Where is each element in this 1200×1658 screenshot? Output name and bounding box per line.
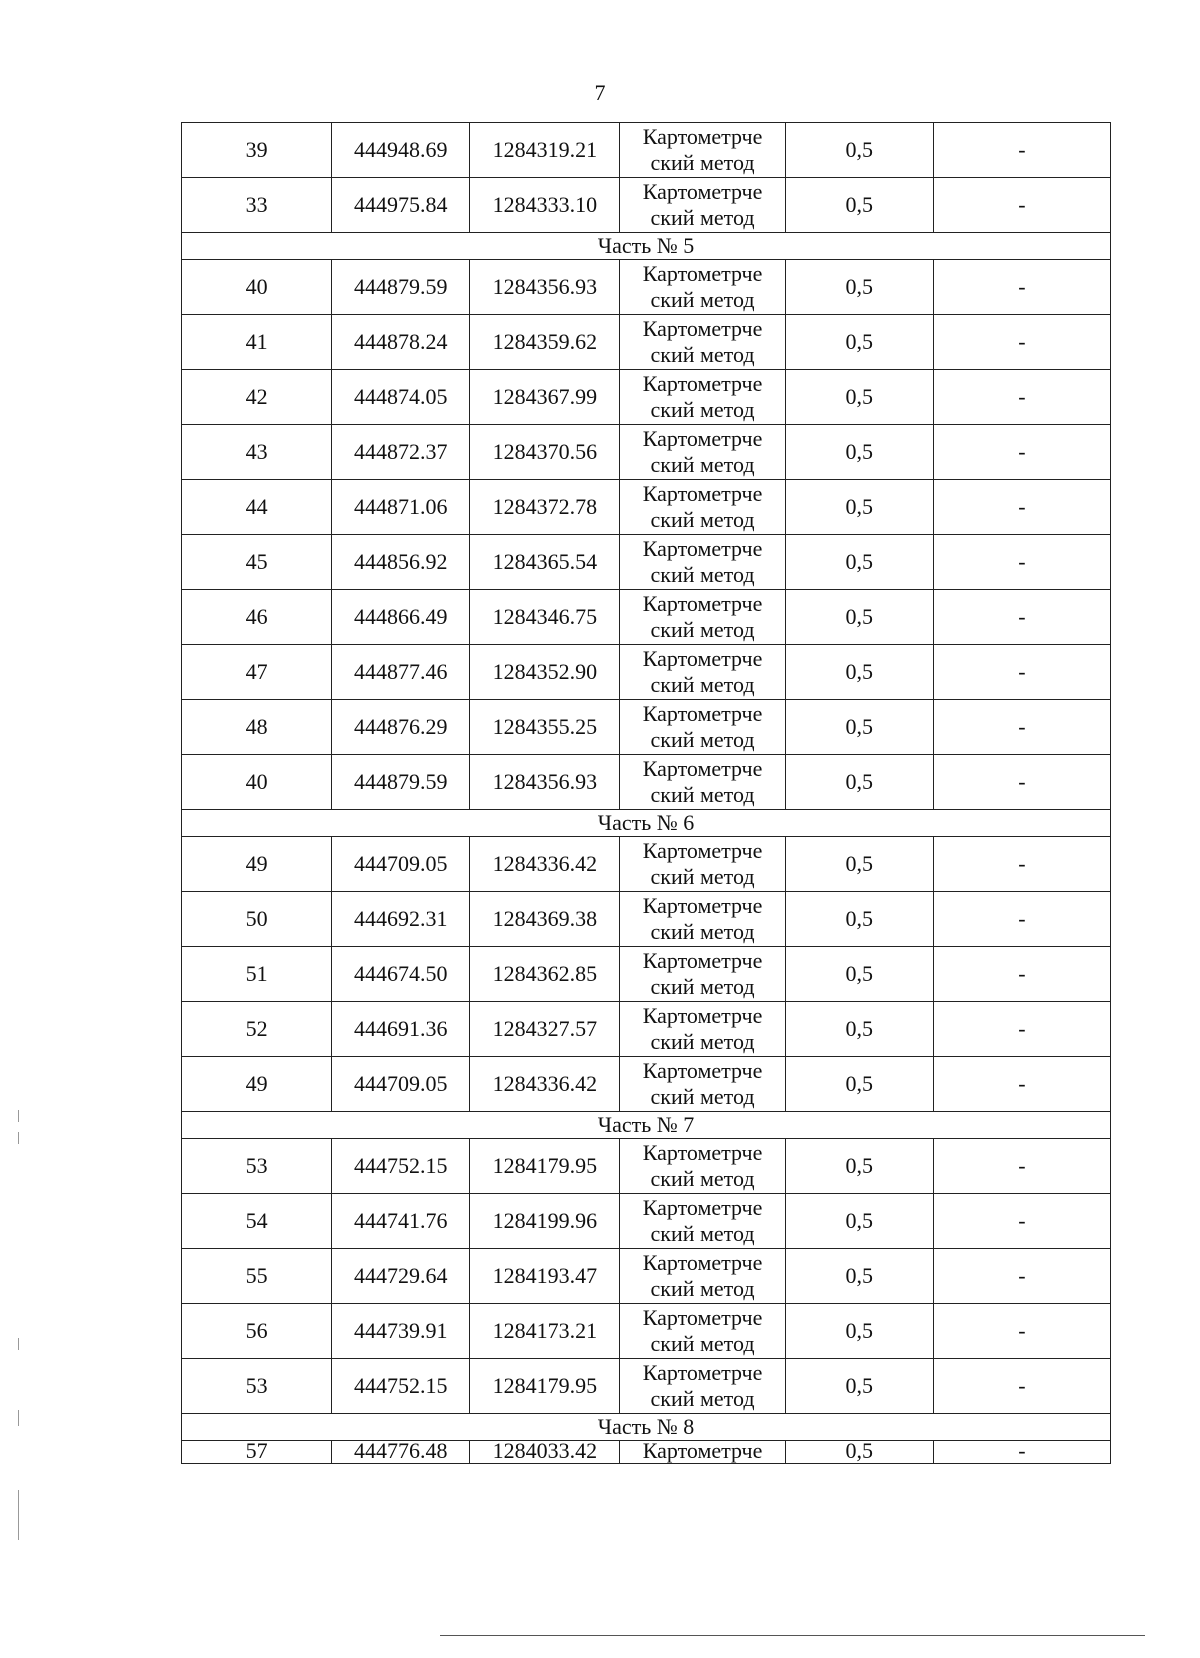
coordinates-table: [181, 122, 1111, 1464]
section-header-row: [182, 233, 1111, 260]
method-cell: [620, 1304, 785, 1359]
method-cell: [620, 123, 785, 178]
y-coordinate-cell: 1284362.85: [470, 947, 620, 1002]
method-text: ский метод: [650, 974, 755, 999]
method-text: Картометрче: [642, 1195, 763, 1220]
method-cell: [620, 370, 785, 425]
description-cell: -: [933, 480, 1110, 535]
accuracy-cell: 0,5: [785, 1304, 933, 1359]
description-cell: -: [933, 837, 1110, 892]
table-row: [182, 892, 1111, 947]
y-coordinate-cell: 1284179.95: [470, 1359, 620, 1414]
table-row: [182, 1002, 1111, 1057]
x-coordinate-cell: 444691.36: [332, 1002, 470, 1057]
table-row: [182, 837, 1111, 892]
accuracy-cell: 0,5: [785, 535, 933, 590]
section-label: Часть № 6: [182, 810, 1111, 837]
margin-mark: [18, 1110, 19, 1122]
method-text: ский метод: [650, 342, 755, 367]
point-number-cell: 33: [182, 178, 332, 233]
x-coordinate-cell: 444879.59: [332, 755, 470, 810]
accuracy-cell: 0,5: [785, 1359, 933, 1414]
accuracy-cell: 0,5: [785, 1194, 933, 1249]
point-number-cell: 57: [182, 1441, 332, 1464]
method-text: ский метод: [650, 1084, 755, 1109]
method-text: ский метод: [650, 1331, 755, 1356]
point-number-cell: 40: [182, 755, 332, 810]
method-text: Картометрче: [642, 1360, 763, 1385]
table-row: [182, 645, 1111, 700]
point-number-cell: 51: [182, 947, 332, 1002]
description-cell: -: [933, 123, 1110, 178]
accuracy-cell: 0,5: [785, 892, 933, 947]
table-row: [182, 1249, 1111, 1304]
description-cell: -: [933, 700, 1110, 755]
point-number-cell: 49: [182, 1057, 332, 1112]
method-text: Картометрче: [642, 371, 763, 396]
method-text: Картометрче: [642, 1140, 763, 1165]
point-number-cell: 52: [182, 1002, 332, 1057]
description-cell: -: [933, 892, 1110, 947]
point-number-cell: 42: [182, 370, 332, 425]
coordinates-table-body: [182, 123, 1111, 1464]
method-text: ский метод: [650, 1221, 755, 1246]
method-text: Картометрче: [642, 316, 763, 341]
y-coordinate-cell: 1284319.21: [470, 123, 620, 178]
method-text: Картометрче: [642, 591, 763, 616]
method-cell: [620, 892, 785, 947]
x-coordinate-cell: 444877.46: [332, 645, 470, 700]
point-number-cell: 48: [182, 700, 332, 755]
point-number-cell: 56: [182, 1304, 332, 1359]
accuracy-cell: 0,5: [785, 590, 933, 645]
method-text: Картометрче: [642, 536, 763, 561]
description-cell: -: [933, 178, 1110, 233]
y-coordinate-cell: 1284179.95: [470, 1139, 620, 1194]
table-row: [182, 260, 1111, 315]
x-coordinate-cell: 444872.37: [332, 425, 470, 480]
method-cell: [620, 947, 785, 1002]
method-text: Картометрче: [642, 1440, 763, 1463]
description-cell: -: [933, 590, 1110, 645]
method-cell: [620, 590, 785, 645]
x-coordinate-cell: 444776.48: [332, 1441, 470, 1464]
accuracy-cell: 0,5: [785, 260, 933, 315]
x-coordinate-cell: 444874.05: [332, 370, 470, 425]
x-coordinate-cell: 444879.59: [332, 260, 470, 315]
page-number: 7: [594, 80, 606, 105]
margin-mark: [18, 1132, 19, 1144]
method-cell: [620, 645, 785, 700]
method-cell: [620, 1139, 785, 1194]
method-text: ский метод: [650, 397, 755, 422]
table-row: [182, 1359, 1111, 1414]
method-cell: [620, 1057, 785, 1112]
description-cell: -: [933, 1304, 1110, 1359]
method-cell: [620, 178, 785, 233]
method-text: Картометрче: [642, 1003, 763, 1028]
method-cell: [620, 315, 785, 370]
point-number-cell: 40: [182, 260, 332, 315]
method-text: Картометрче: [642, 701, 763, 726]
table-row: [182, 755, 1111, 810]
method-cell: [620, 700, 785, 755]
accuracy-cell: 0,5: [785, 837, 933, 892]
point-number-cell: 50: [182, 892, 332, 947]
table-row: [182, 123, 1111, 178]
point-number-cell: 55: [182, 1249, 332, 1304]
description-cell: -: [933, 645, 1110, 700]
description-cell: -: [933, 1057, 1110, 1112]
method-cell: [620, 755, 785, 810]
y-coordinate-cell: 1284333.10: [470, 178, 620, 233]
y-coordinate-cell: 1284033.42: [470, 1441, 620, 1464]
y-coordinate-cell: 1284370.56: [470, 425, 620, 480]
y-coordinate-cell: 1284336.42: [470, 837, 620, 892]
x-coordinate-cell: 444878.24: [332, 315, 470, 370]
margin-mark: [18, 1410, 19, 1426]
table-row: [182, 315, 1111, 370]
accuracy-cell: 0,5: [785, 700, 933, 755]
description-cell: -: [933, 1002, 1110, 1057]
x-coordinate-cell: 444674.50: [332, 947, 470, 1002]
method-text: ский метод: [650, 287, 755, 312]
method-text: Картометрче: [642, 948, 763, 973]
x-coordinate-cell: 444741.76: [332, 1194, 470, 1249]
y-coordinate-cell: 1284346.75: [470, 590, 620, 645]
description-cell: -: [933, 1139, 1110, 1194]
method-text: Картометрче: [642, 838, 763, 863]
y-coordinate-cell: 1284356.93: [470, 755, 620, 810]
x-coordinate-cell: 444692.31: [332, 892, 470, 947]
method-text: Картометрче: [642, 124, 763, 149]
y-coordinate-cell: 1284355.25: [470, 700, 620, 755]
table-row: [182, 590, 1111, 645]
x-coordinate-cell: 444856.92: [332, 535, 470, 590]
accuracy-cell: 0,5: [785, 178, 933, 233]
method-text: ский метод: [650, 782, 755, 807]
footer-rule: [440, 1635, 1145, 1636]
point-number-cell: 54: [182, 1194, 332, 1249]
x-coordinate-cell: 444871.06: [332, 480, 470, 535]
y-coordinate-cell: 1284336.42: [470, 1057, 620, 1112]
margin-mark: [18, 1338, 19, 1350]
x-coordinate-cell: 444709.05: [332, 1057, 470, 1112]
method-text: Картометрче: [642, 1305, 763, 1330]
point-number-cell: 47: [182, 645, 332, 700]
method-text: ский метод: [650, 1029, 755, 1054]
table-row: [182, 1057, 1111, 1112]
table-row: [182, 1194, 1111, 1249]
section-label: Часть № 5: [182, 233, 1111, 260]
method-cell: [620, 1359, 785, 1414]
x-coordinate-cell: 444948.69: [332, 123, 470, 178]
method-cell: [620, 1194, 785, 1249]
method-cell: [620, 260, 785, 315]
table-row: [182, 1139, 1111, 1194]
accuracy-cell: 0,5: [785, 1249, 933, 1304]
table-row: [182, 1441, 1111, 1464]
x-coordinate-cell: 444709.05: [332, 837, 470, 892]
x-coordinate-cell: 444739.91: [332, 1304, 470, 1359]
y-coordinate-cell: 1284193.47: [470, 1249, 620, 1304]
y-coordinate-cell: 1284359.62: [470, 315, 620, 370]
method-cell: [620, 480, 785, 535]
method-text: Картометрче: [642, 261, 763, 286]
y-coordinate-cell: 1284199.96: [470, 1194, 620, 1249]
table-row: [182, 370, 1111, 425]
x-coordinate-cell: 444866.49: [332, 590, 470, 645]
x-coordinate-cell: 444876.29: [332, 700, 470, 755]
point-number-cell: 39: [182, 123, 332, 178]
description-cell: -: [933, 260, 1110, 315]
point-number-cell: 45: [182, 535, 332, 590]
accuracy-cell: 0,5: [785, 645, 933, 700]
description-cell: -: [933, 425, 1110, 480]
description-cell: -: [933, 755, 1110, 810]
point-number-cell: 53: [182, 1139, 332, 1194]
y-coordinate-cell: 1284352.90: [470, 645, 620, 700]
method-cell: [620, 837, 785, 892]
y-coordinate-cell: 1284173.21: [470, 1304, 620, 1359]
y-coordinate-cell: 1284356.93: [470, 260, 620, 315]
margin-mark: [18, 1490, 19, 1540]
table-row: [182, 1304, 1111, 1359]
description-cell: -: [933, 1441, 1110, 1464]
method-cell: [620, 425, 785, 480]
point-number-cell: 41: [182, 315, 332, 370]
method-text: ский метод: [650, 864, 755, 889]
accuracy-cell: 0,5: [785, 315, 933, 370]
description-cell: -: [933, 1194, 1110, 1249]
method-text: ский метод: [650, 617, 755, 642]
method-cell: [620, 1249, 785, 1304]
section-header-row: [182, 1414, 1111, 1441]
method-text: ский метод: [650, 150, 755, 175]
method-text: ский метод: [650, 1276, 755, 1301]
method-text: ский метод: [650, 205, 755, 230]
method-text: Картометрче: [642, 893, 763, 918]
accuracy-cell: 0,5: [785, 755, 933, 810]
point-number-cell: 46: [182, 590, 332, 645]
accuracy-cell: 0,5: [785, 480, 933, 535]
section-header-row: [182, 1112, 1111, 1139]
accuracy-cell: 0,5: [785, 1441, 933, 1464]
x-coordinate-cell: 444729.64: [332, 1249, 470, 1304]
method-text: Картометрче: [642, 646, 763, 671]
method-text: Картометрче: [642, 1250, 763, 1275]
accuracy-cell: 0,5: [785, 1002, 933, 1057]
description-cell: -: [933, 370, 1110, 425]
description-cell: -: [933, 947, 1110, 1002]
y-coordinate-cell: 1284327.57: [470, 1002, 620, 1057]
method-text: Картометрче: [642, 1058, 763, 1083]
method-text: ский метод: [650, 672, 755, 697]
method-text: ский метод: [650, 562, 755, 587]
table-row: [182, 425, 1111, 480]
y-coordinate-cell: 1284369.38: [470, 892, 620, 947]
method-text: ский метод: [650, 452, 755, 477]
method-cell: [620, 535, 785, 590]
point-number-cell: 53: [182, 1359, 332, 1414]
description-cell: -: [933, 535, 1110, 590]
description-cell: -: [933, 315, 1110, 370]
accuracy-cell: 0,5: [785, 1057, 933, 1112]
accuracy-cell: 0,5: [785, 123, 933, 178]
point-number-cell: 49: [182, 837, 332, 892]
method-text: ский метод: [650, 919, 755, 944]
table-row: [182, 480, 1111, 535]
y-coordinate-cell: 1284372.78: [470, 480, 620, 535]
x-coordinate-cell: 444975.84: [332, 178, 470, 233]
accuracy-cell: 0,5: [785, 425, 933, 480]
y-coordinate-cell: 1284365.54: [470, 535, 620, 590]
x-coordinate-cell: 444752.15: [332, 1359, 470, 1414]
section-label: Часть № 8: [182, 1414, 1111, 1441]
method-text: ский метод: [650, 507, 755, 532]
method-cell: [620, 1002, 785, 1057]
method-text: Картометрче: [642, 179, 763, 204]
description-cell: -: [933, 1249, 1110, 1304]
table-row: [182, 178, 1111, 233]
table-row: [182, 947, 1111, 1002]
description-cell: -: [933, 1359, 1110, 1414]
table-row: [182, 535, 1111, 590]
y-coordinate-cell: 1284367.99: [470, 370, 620, 425]
method-text: Картометрче: [642, 426, 763, 451]
method-text: ский метод: [650, 1386, 755, 1411]
accuracy-cell: 0,5: [785, 370, 933, 425]
method-text: Картометрче: [642, 756, 763, 781]
point-number-cell: 44: [182, 480, 332, 535]
method-text: Картометрче: [642, 481, 763, 506]
x-coordinate-cell: 444752.15: [332, 1139, 470, 1194]
method-cell: [620, 1441, 785, 1464]
point-number-cell: 43: [182, 425, 332, 480]
method-text: ский метод: [650, 727, 755, 752]
section-label: Часть № 7: [182, 1112, 1111, 1139]
accuracy-cell: 0,5: [785, 947, 933, 1002]
method-text: ский метод: [650, 1166, 755, 1191]
table-row: [182, 700, 1111, 755]
section-header-row: [182, 810, 1111, 837]
accuracy-cell: 0,5: [785, 1139, 933, 1194]
